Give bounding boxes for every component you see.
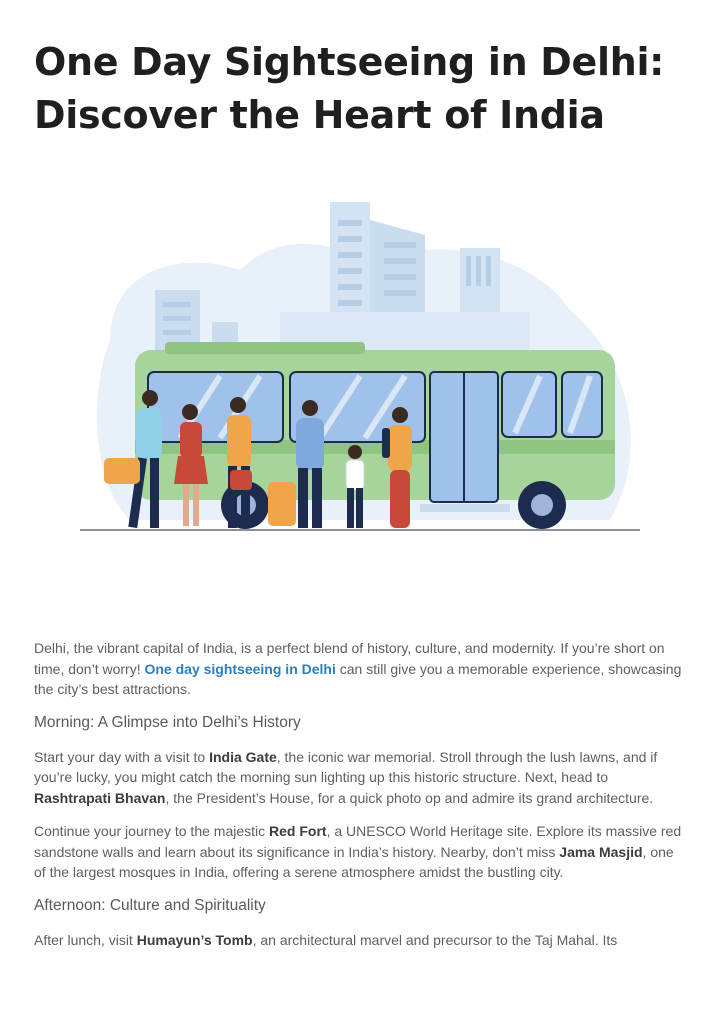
page-title-line-2: Discover the Heart of India [34,93,605,137]
one-day-sightseeing-link[interactable]: One day sightseeing in Delhi [144,660,336,677]
page-title-line-1: One Day Sightseeing in Delhi: [34,40,665,84]
rashtrapati-bhavan-bold: Rashtrapati Bhavan [34,789,166,806]
intro-text: Delhi, the vibrant capital of India, is a perfect blend of history, culture, and modernity. If you’re short on time, don’t worry! [34,640,665,677]
article-body [34,638,686,963]
jama-masjid-bold: Jama Masjid [559,843,643,860]
india-gate-bold: India Gate [209,748,277,765]
afternoon-heading: Afternoon: Culture and Spirituality [34,896,266,914]
morning-paragraph-2 [34,821,686,883]
intro-paragraph [34,638,686,700]
paragraph-text: After lunch, visit [34,931,137,948]
city-bus-illustration [70,190,650,540]
page-title [34,36,694,142]
paragraph-text: Start your day with a visit to [34,748,210,765]
paragraph-text: , an architectural marvel and precursor to the Taj Mahal. Its [252,931,618,948]
intro-text-end: can still give you a memorable experience, showcasing the city’s best attractions. [34,660,682,697]
humayuns-tomb-bold: Humayun’s Tomb [136,931,253,948]
afternoon-paragraph-1 [34,930,686,951]
paragraph-text: , the iconic war memorial. Stroll through the lush lawns, and if you’re lucky, you might catch the morning sun lighting up this historic structure. Next, head to [34,748,658,785]
paragraph-text: , a UNESCO World Heritage site. Explore its massive red sandstone walls and learn about its significance in India’s history. Nearby, don’t miss [34,823,682,860]
paragraph-text: , one of the largest mosques in India, offering a serene atmosphere amidst the bustling city. [34,843,674,880]
paragraph-text: , the President’s House, for a quick photo op and admire its grand architecture. [165,789,654,806]
morning-heading: Morning: A Glimpse into Delhi’s History [34,713,301,731]
red-fort-bold: Red Fort [269,823,327,839]
morning-paragraph-1 [34,747,686,809]
paragraph-text: Continue your journey to the majestic [34,823,270,839]
